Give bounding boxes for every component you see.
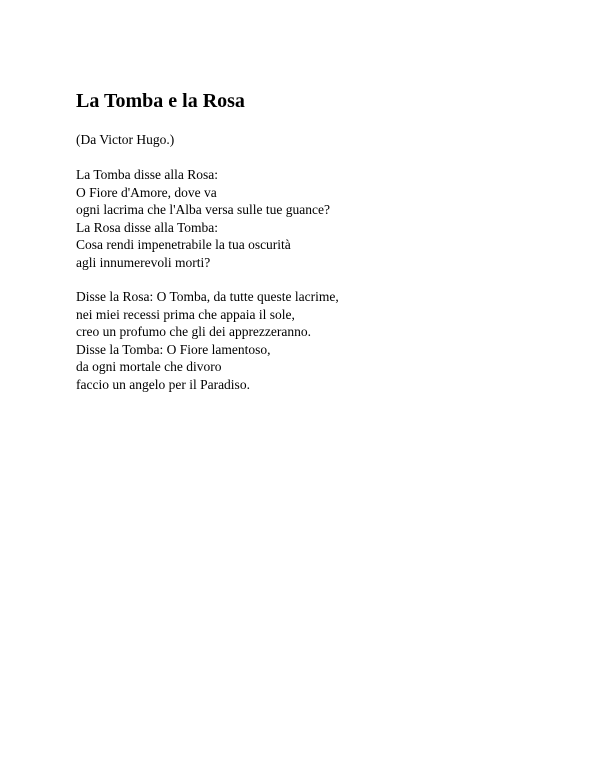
verse-line: creo un profumo che gli dei apprezzeranno. — [76, 324, 312, 339]
poem-attribution: (Da Victor Hugo.) — [76, 132, 175, 147]
verse-line: Disse la Tomba: O Fiore lamentoso, — [76, 341, 271, 357]
document-page — [76, 88, 576, 393]
verse-line: Cosa rendi impenetrabile la tua oscurità — [76, 237, 291, 252]
stanza-2 — [76, 288, 576, 393]
verse-line: La Rosa disse alla Tomba: — [76, 219, 219, 235]
verse-line: faccio un angelo per il Paradiso. — [76, 376, 250, 392]
verse-line: Disse la Rosa: O Tomba, da tutte queste lacrime, — [76, 289, 339, 304]
verse-line: La Tomba disse alla Rosa: — [76, 167, 219, 182]
verse-line: nei miei recessi prima che appaia il sole, — [76, 306, 295, 322]
poem-title: La Tomba e la Rosa — [76, 90, 245, 112]
verse-line: O Fiore d'Amore, dove va — [76, 184, 217, 200]
verse-line: ogni lacrima che l'Alba versa sulle tue guance? — [76, 202, 330, 217]
verse-line: da ogni mortale che divoro — [76, 359, 222, 374]
verse-line: agli innumerevoli morti? — [76, 254, 211, 270]
stanza-1 — [76, 166, 576, 271]
